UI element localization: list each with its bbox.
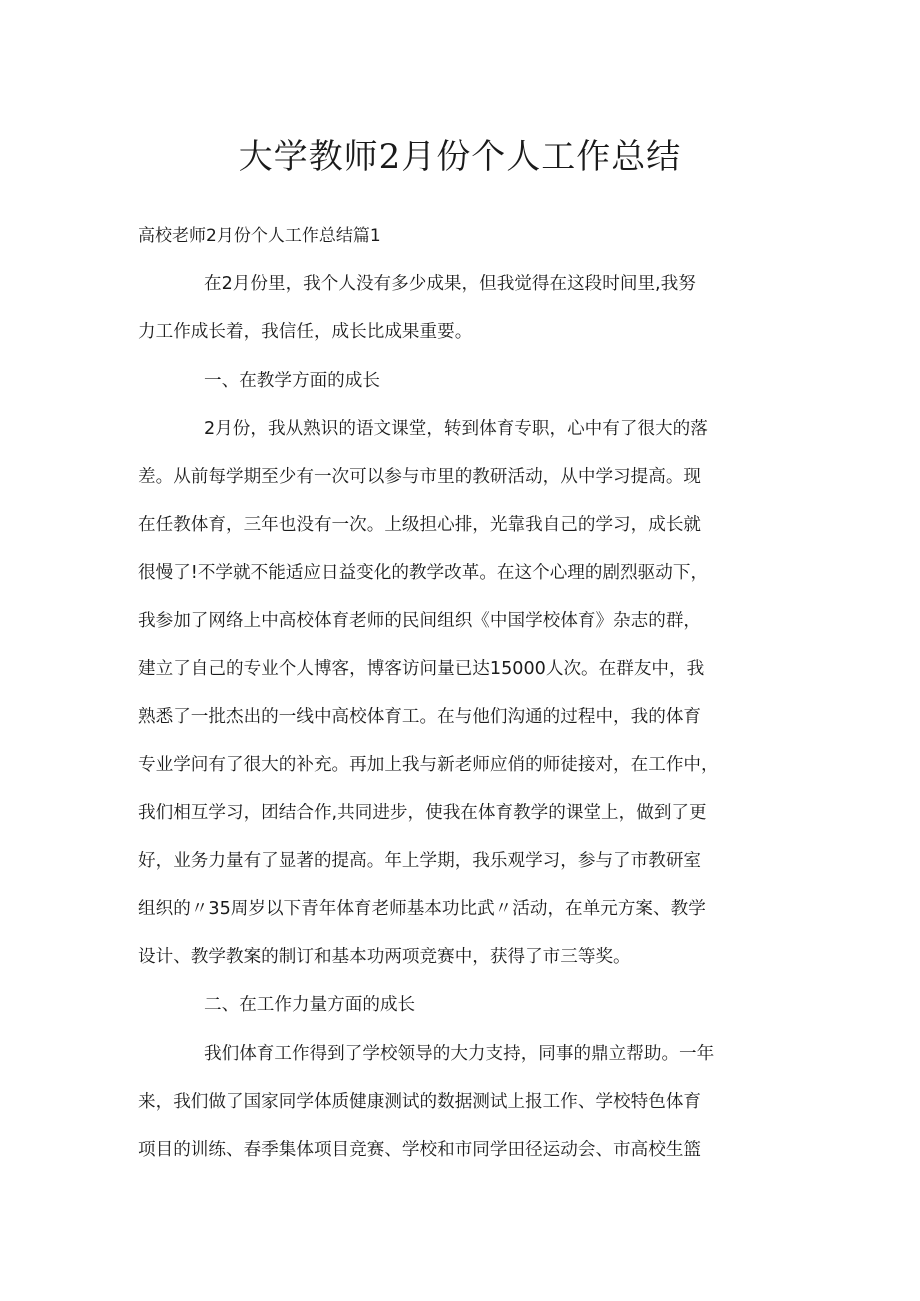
- paragraph-line: 好，业务力量有了显著的提高。年上学期，我乐观学习，参与了市教研室: [138, 851, 702, 871]
- paragraph-line: 力工作成长着，我信任，成长比成果重要。: [138, 322, 473, 342]
- paragraph-line: 很慢了!不学就不能适应日益变化的教学改革。在这个心理的剧烈驱动下，: [138, 563, 709, 583]
- paragraph-line: 专业学问有了很大的补充。再加上我与新老师应俏的师徒接对，在工作中，: [138, 755, 719, 775]
- paragraph-line: 我们体育工作得到了学校领导的大力支持，同事的鼎立帮助。一年: [204, 1044, 715, 1064]
- paragraph-line: 建立了自己的专业个人博客，博客访问量已达15000人次。在群友中，我: [138, 659, 705, 679]
- section-heading-work: 二、在工作力量方面的成长: [204, 995, 416, 1015]
- paragraph-line: 项目的训练、春季集体项目竞赛、学校和市同学田径运动会、市高校生篮: [138, 1140, 702, 1160]
- paragraph-line: 我参加了网络上中高校体育老师的民间组织《中国学校体育》杂志的群，: [138, 611, 702, 631]
- paragraph-line: 组织的〃35周岁以下青年体育老师基本功比武〃活动，在单元方案、教学: [138, 899, 706, 919]
- document-title: 大学教师2月份个人工作总结: [238, 137, 682, 177]
- paragraph-line: 2月份，我从熟识的语文课堂，转到体育专职，心中有了很大的落: [204, 419, 708, 439]
- paragraph-line: 在2月份里，我个人没有多少成果，但我觉得在这段时间里,我努: [204, 274, 696, 294]
- paragraph-line: 我们相互学习，团结合作,共同进步，使我在体育教学的课堂上，做到了更: [138, 803, 707, 823]
- paragraph-line: 在任教体育，三年也没有一次。上级担心排，光靠我自己的学习，成长就: [138, 515, 702, 535]
- paragraph-line: 差。从前每学期至少有一次可以参与市里的教研活动，从中学习提高。现: [138, 467, 702, 487]
- paragraph-line: 设计、教学教案的制订和基本功两项竞赛中，获得了市三等奖。: [138, 947, 631, 967]
- section-subheading: 高校老师2月份个人工作总结篇1: [138, 226, 381, 246]
- section-heading-teaching: 一、在教学方面的成长: [204, 371, 380, 391]
- paragraph-line: 来，我们做了国家同学体质健康测试的数据测试上报工作、学校特色体育: [138, 1092, 702, 1112]
- paragraph-line: 熟悉了一批杰出的一线中高校体育工。在与他们沟通的过程中，我的体育: [138, 707, 702, 727]
